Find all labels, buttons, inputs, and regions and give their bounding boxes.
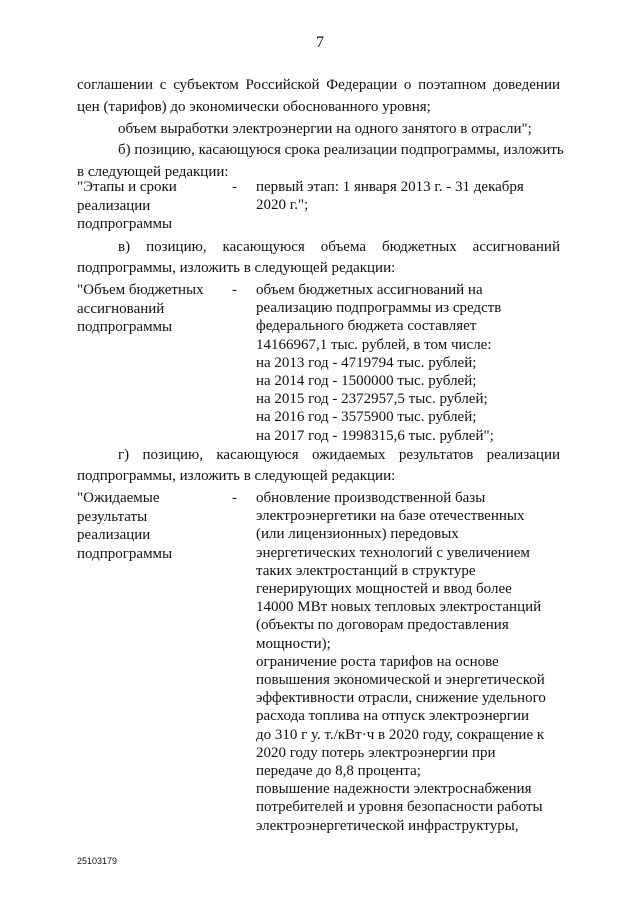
para-v-line-1: в) позицию, касающуюся объема бюджетных ассигнований	[118, 239, 560, 255]
page-number: 7	[316, 34, 324, 51]
item-b-value: первый этап: 1 января 2013 г. - 31 декабря 2020 г.";	[256, 179, 524, 214]
item-g-value: обновление производственной базы электроэнергетики на базе отечественных (или лицензионных) передовых энергетических технологий с увеличением таких электростанций в структуре генерирующих мощностей и ввод более 14000 МВт новых тепловых электростанций (объекты по договорам предоставления мощности); ограничение роста тарифов на основе повышения экономической и энергетической эффективности отрасли, снижение удельного расхода топлива на отпуск электроэнергии до 310 г у. т./кВт·ч в 2020 году, сокращение к 2020 году потерь электроэнергии при передаче до 8,8 процента; повышение надежности электроснабжения потребителей и уровня безопасности работы электроэнергетической инфраструктуры,	[256, 490, 546, 834]
item-g-label: "Ожидаемые результаты реализации подпрограммы	[77, 490, 173, 562]
para-g-line-2: подпрограммы, изложить в следующей редакции:	[77, 468, 396, 484]
intro-line-1: соглашении с субъектом Российской Федерации о поэтапном доведении	[77, 77, 560, 93]
para-g-line-1: г) позицию, касающуюся ожидаемых результатов реализации	[118, 447, 560, 463]
intro-line-5: в следующей редакции:	[77, 164, 229, 180]
intro-line-2: цен (тарифов) до экономически обоснованного уровня;	[77, 99, 431, 115]
para-v-line-2: подпрограммы, изложить в следующей редакции:	[77, 260, 396, 276]
intro-line-3: объем выработки электроэнергии на одного занятого в отрасли";	[118, 121, 532, 137]
item-v-dash: -	[232, 282, 237, 298]
document-code: 25103179	[77, 856, 118, 866]
item-g-dash: -	[232, 490, 237, 506]
intro-line-4: б) позицию, касающуюся срока реализации подпрограммы, изложить	[118, 142, 564, 158]
item-b-dash: -	[232, 179, 237, 195]
item-b-label: "Этапы и сроки реализации подпрограммы	[77, 179, 177, 232]
item-v-label: "Объем бюджетных ассигнований подпрограммы	[77, 282, 204, 335]
item-v-value: объем бюджетных ассигнований на реализацию подпрограммы из средств федерального бюджета составляет 14166967,1 тыс. рублей, в том числе: на 2013 год - 4719794 тыс. рублей; на 2014 год - 1500000 тыс. рублей; на 2015 год - 2372957,5 тыс. рублей; на 2016 год - 3575900 тыс. рублей; на 2017 год - 1998315,6 тыс. рублей";	[256, 282, 502, 444]
